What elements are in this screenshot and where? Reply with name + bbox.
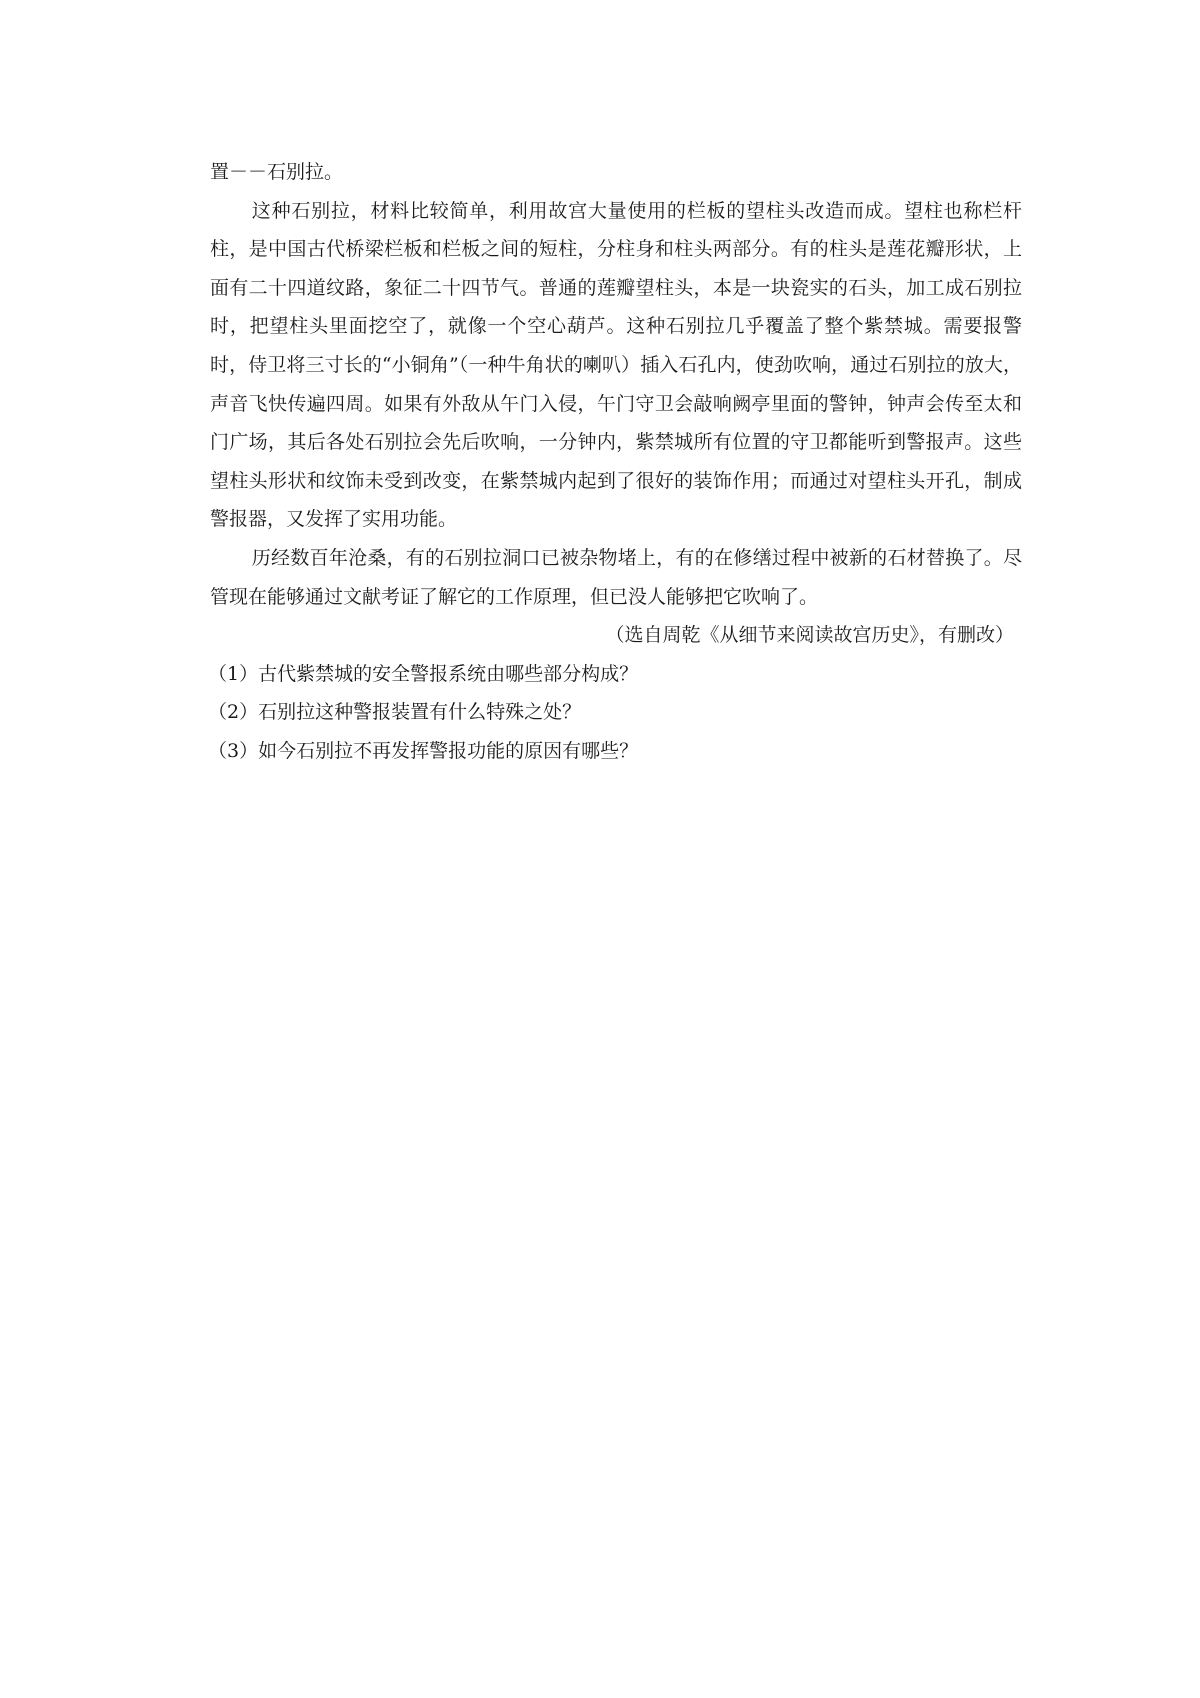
question-3: （3）如今石别拉不再发挥警报功能的原因有哪些？ xyxy=(208,739,639,762)
passage-paragraph-history: 历经数百年沧桑，有的石别拉洞口已被杂物堵上，有的在修缮过程中被新的石材替换了。尽管现在能够通过文献考证了解它的工作原理，但已没人能够把它吹响了。 xyxy=(210,546,1022,608)
question-1: （1）古代紫禁城的安全警报系统由哪些部分构成？ xyxy=(208,662,639,685)
passage-paragraph-continued: 置－－石别拉。 xyxy=(210,161,344,183)
source-citation: （选自周乾《从细节来阅读故宫历史》，有删改） xyxy=(605,624,1014,647)
reading-passage xyxy=(210,153,1022,771)
question-2: （2）石别拉这种警报装置有什么特殊之处？ xyxy=(208,701,582,724)
passage-paragraph-shibiela: 这种石别拉，材料比较简单，利用故宫大量使用的栏板的望柱头改造而成。望柱也称栏杆柱，是中国古代桥梁栏板和栏板之间的短柱，分柱身和柱头两部分。有的柱头是莲花瓣形状，上面有二十四道纹路，象征二十四节气。普通的莲瓣望柱头，本是一块瓷实的石头，加工成石别拉时，把望柱头里面挖空了，就像一个空心葫芦。这种石别拉几乎覆盖了整个紫禁城。需要报警时，侍卫将三寸长的“小铜角”（一种牛角状的喇叭）插入石孔内，使劲吹响，通过石别拉的放大，声音飞快传遍四周。如果有外敌从午门入侵，午门守卫会敲响阙亭里面的警钟，钟声会传至太和门广场，其后各处石别拉会先后吹响，一分钟内，紫禁城所有位置的守卫都能听到警报声。这些望柱头形状和纹饰未受到改变，在紫禁城内起到了很好的装饰作用；而通过对望柱头开孔，制成警报器，又发挥了实用功能。 xyxy=(210,199,1022,531)
